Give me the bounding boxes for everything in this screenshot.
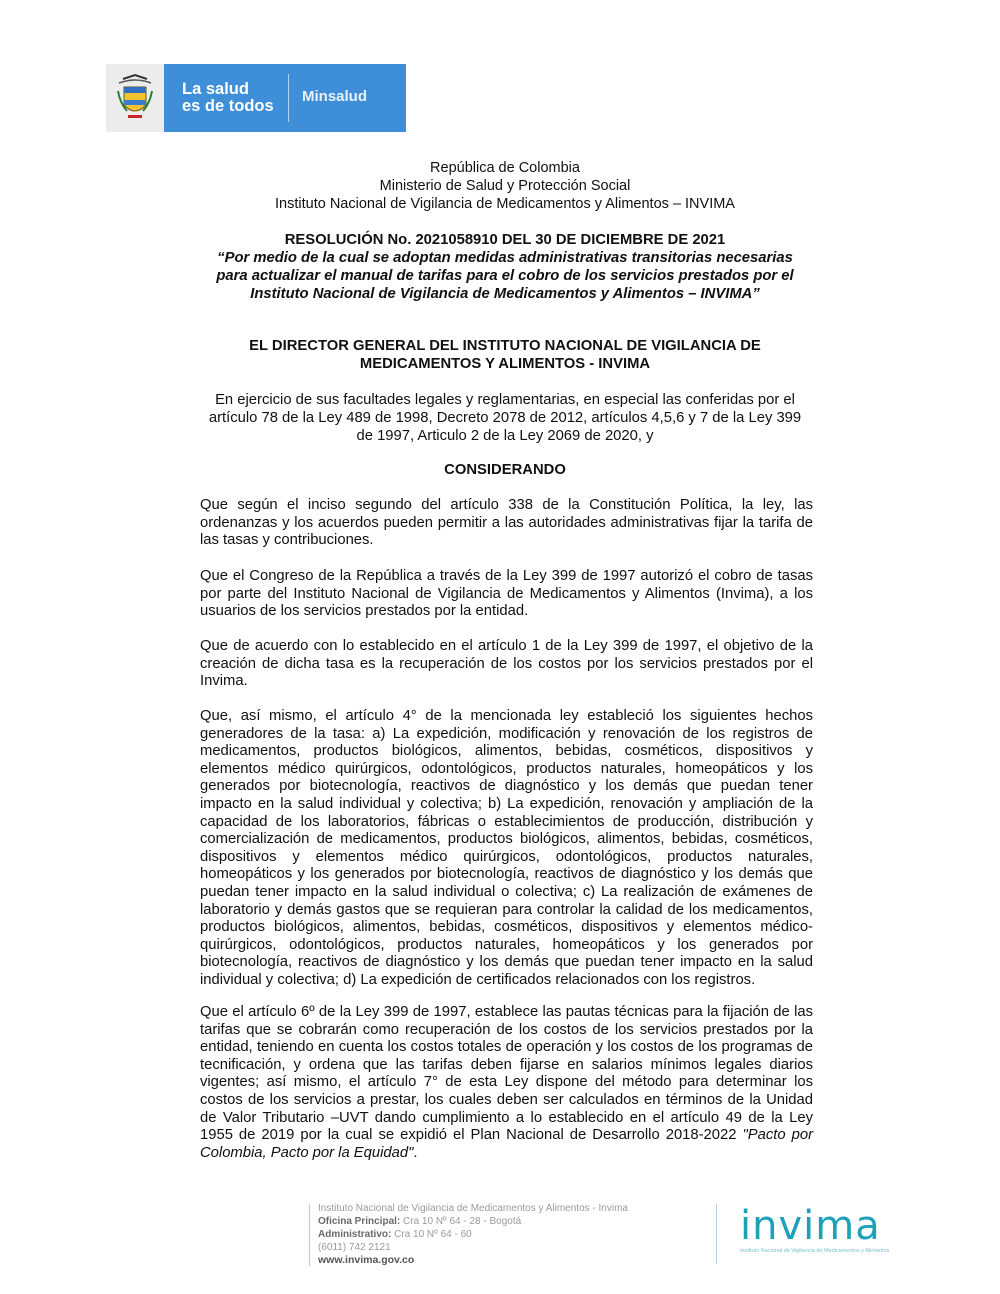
minsalud-banner — [164, 64, 406, 132]
footer-divider-right — [716, 1204, 717, 1264]
footer-admin-value: Cra 10 Nº 64 - 60 — [391, 1229, 472, 1240]
resolution-subject-line2: para actualizar el manual de tarifas para el cobro de los servicios prestados por el — [216, 268, 794, 284]
exercise-line3: de 1997, Articulo 2 de la Ley 2069 de 2020, y — [356, 428, 654, 444]
minsalud-logo — [106, 64, 406, 132]
director-heading-line1: EL DIRECTOR GENERAL DEL INSTITUTO NACIONAL DE VIGILANCIA DE — [249, 338, 761, 354]
logo-divider — [288, 74, 289, 122]
invima-wordmark: invima — [740, 1203, 881, 1249]
logo-slogan — [182, 81, 274, 115]
colombia-coat-of-arms-icon — [106, 64, 164, 132]
header-institute: Instituto Nacional de Vigilancia de Medicamentos y Alimentos – INVIMA — [275, 196, 735, 212]
invima-tagline: Instituto Nacional de Vigilancia de Medicamentos y Alimentos — [740, 1248, 890, 1254]
footer-divider-left — [309, 1204, 310, 1266]
paragraph-1: Que según el inciso segundo del artículo 338 de la Constitución Política, la ley, las ordenanzas y los acuerdos pueden permitir a las autoridades administrativas fijar la tarifa de las tasas y contribuciones. — [200, 497, 813, 549]
logo-slogan-line2: es de todos — [182, 97, 274, 115]
footer-phone: (6011) 742 2121 — [318, 1242, 391, 1253]
header-country: República de Colombia — [430, 160, 580, 176]
invima-logo — [740, 1198, 900, 1258]
paragraph-5-quote: "Pacto por Colombia, Pacto por la Equidad" — [200, 1127, 813, 1161]
resolution-subject-line3: Instituto Nacional de Vigilancia de Medicamentos y Alimentos – INVIMA” — [250, 286, 760, 302]
footer-website-link[interactable]: www.invima.gov.co — [318, 1254, 415, 1266]
header-ministry: Ministerio de Salud y Protección Social — [379, 178, 631, 194]
logo-slogan-line1: La salud — [182, 80, 249, 98]
exercise-line2: artículo 78 de la Ley 489 de 1998, Decreto 2078 de 2012, artículos 4,5,6 y 7 de la Ley 399 — [208, 410, 802, 426]
footer-office-label: Oficina Principal: — [318, 1216, 401, 1227]
logo-ministry: Minsalud — [302, 88, 368, 105]
exercise-line1: En ejercicio de sus facultades legales y reglamentarias, en especial las conferidas por el — [215, 392, 795, 408]
considerando-heading: CONSIDERANDO — [444, 462, 566, 478]
resolution-subject-line1: “Por medio de la cual se adoptan medidas administrativas transitorias necesarias — [217, 250, 793, 266]
resolution-number: RESOLUCIÓN No. 2021058910 DEL 30 DE DICIEMBRE DE 2021 — [284, 232, 726, 248]
paragraph-4: Que, así mismo, el artículo 4° de la mencionada ley estableció los siguientes hechos generadores de la tasa: a) La expedición, modificación y renovación de los registros de medicamentos, productos biológicos, alimentos, bebidas, cosméticos, dispositivos y elementos médico quirúrgicos, odontológicos, productos naturales, homeopáticos y los generados por biotecnología, reactivos de diagnóstico y los demás que puedan tener impacto en la salud individual y colectiva; b) La expedición, renovación y ampliación de la capacidad de los laboratorios, fábricas o establecimientos de producción, distribución y comercialización de medicamentos, productos biológicos, alimentos, bebidas, cosméticos, dispositivos y elementos médico quirúrgicos, odontológicos, productos naturales, homeopáticos y los generados por biotecnología, reactivos de diagnóstico y los demás que puedan tener impacto en la salud individual o colectiva; c) La realización de exámenes de laboratorio y demás gastos que se requieran para controlar la calidad de los medicamentos, productos biológicos, alimentos, bebidas, cosméticos, dispositivos y elementos médico-quirúrgicos, odontológicos, productos naturales, homeopáticos y los generados por biotecnología, reactivos de diagnóstico y los demás que puedan tener impacto en la salud individual y colectiva; d) La expedición de certificados relacionados con los registros. — [200, 708, 813, 988]
paragraph-5-main: Que el artículo 6º de la Ley 399 de 1997, establece las pautas técnicas para la fijación de las tarifas que se cobrarán como recuperación de los costos de los servicios prestados por la entidad, teniendo en cuenta los costos totales de operación y los costos de los programas de tecnificación, y ordena que las tarifas deben fijarse en salarios mínimos legales diarios vigentes; así mismo, el artículo 7° de esta Ley dispone del método para determinar los costos de los servicios a prestar, los cuales deben ser calculados en términos de la Unidad de Valor Tributario –UVT dando cumplimiento a lo establecido en el artículo 49 de la Ley 1955 de 2019 por la cual se expidió el Plan Nacional de Desarrollo 2018-2022 — [200, 1004, 813, 1144]
paragraph-3: Que de acuerdo con lo establecido en el artículo 1 de la Ley 399 de 1997, el objetivo de la creación de dicha tasa es la recuperación de los costos por los servicios prestados por el Invima. — [200, 638, 813, 690]
footer-admin-label: Administrativo: — [318, 1229, 392, 1240]
footer-office — [318, 1215, 628, 1228]
footer-admin — [318, 1228, 628, 1241]
footer-office-value: Cra 10 Nº 64 - 28 - Bogotá — [400, 1216, 522, 1227]
paragraph-2: Que el Congreso de la República a través de la Ley 399 de 1997 autorizó el cobro de tasas por parte del Instituto Nacional de Vigilancia de Medicamentos y Alimentos (Invima), a los usuarios de los servicios prestados por la entidad. — [200, 568, 813, 620]
paragraph-5 — [200, 1004, 813, 1162]
paragraph-5-end: . — [413, 1144, 418, 1161]
director-heading-line2: MEDICAMENTOS Y ALIMENTOS - INVIMA — [359, 356, 651, 372]
footer-contact — [318, 1202, 628, 1267]
footer-institute: Instituto Nacional de Vigilancia de Medicamentos y Alimentos - Invima — [318, 1203, 628, 1214]
